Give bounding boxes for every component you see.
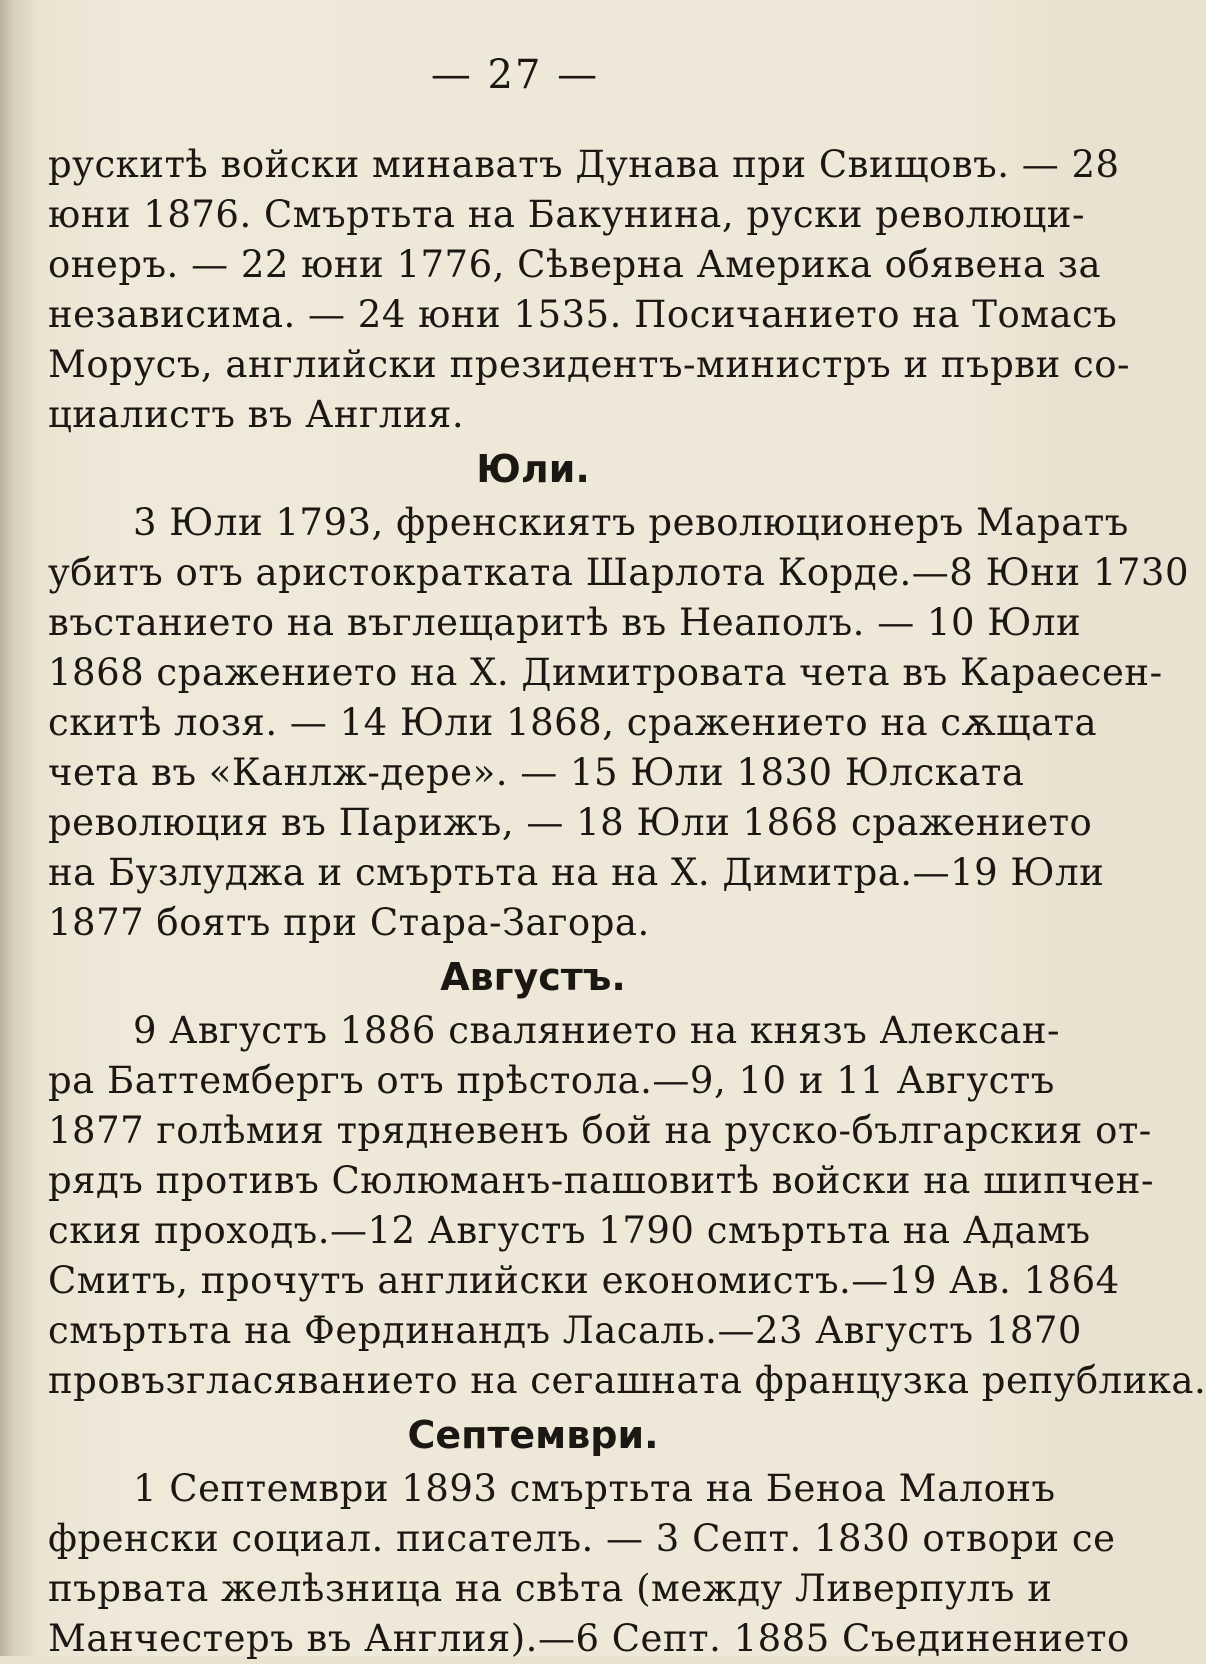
text-line: 1877 боятъ при Стара-Загора. (48, 901, 650, 944)
text-line: 3 Юли 1793, френскиятъ революционеръ Маратъ (133, 501, 1129, 544)
text-line: Манчестеръ въ Англия).—6 Септ. 1885 Съединението (48, 1617, 1130, 1660)
text-line: първата желѣзница на свѣта (между Ливерпулъ и (48, 1567, 1053, 1610)
page-body (48, 140, 1206, 1664)
text-line: 1868 сражението на Х. Димитровата чета въ Караесен- (48, 651, 1163, 694)
text-line: юни 1876. Смъртьта на Бакунина, руски революци- (48, 193, 1085, 236)
text-line: циалистъ въ Англия. (48, 393, 465, 436)
section-heading: Септември. (407, 1413, 659, 1457)
page-number: — 27 — (430, 52, 600, 98)
text-line: френски социал. писателъ. — 3 Септ. 1830 отвори се (48, 1517, 1116, 1560)
section-september (48, 1406, 1130, 1664)
section-heading: Юли. (476, 447, 590, 491)
text-line: рускитѣ войски минаватъ Дунава при Свищовъ. — 28 (48, 143, 1120, 186)
text-line: онеръ. — 22 юни 1776, Сѣверна Америка обявена за (48, 243, 1102, 286)
text-line: ския проходъ.—12 Августъ 1790 смъртьта на Адамъ (48, 1209, 1091, 1252)
section-june-continuation (48, 140, 1131, 440)
text-line: на Бузлуджа и смъртьта на на Х. Димитра.—19 Юли (48, 851, 1105, 894)
text-line: 9 Августъ 1886 свалянието на князъ Алексан- (133, 1009, 1060, 1052)
text-line: скитѣ лозя. — 14 Юли 1868, сражението на сѫщата (48, 701, 1098, 744)
text-line: въстанието на въглещаритѣ въ Неаполъ. — 10 Юли (48, 601, 1082, 644)
section-heading: Августъ. (440, 955, 626, 999)
text-line: независима. — 24 юни 1535. Посичанието на Томасъ (48, 293, 1118, 336)
text-line: провъзгласяванието на сегашната французка република. (48, 1359, 1206, 1402)
text-line: убитъ отъ аристократката Шарлота Корде.—8 Юни 1730 (48, 551, 1189, 594)
text-line: чета въ «Канлж-дере». — 15 Юли 1830 Юлската (48, 751, 1025, 794)
section-august (48, 948, 1206, 1406)
text-line: революция въ Парижъ, — 18 Юли 1868 сражението (48, 801, 1093, 844)
section-july (48, 440, 1189, 948)
text-line: ра Баттембергъ отъ прѣстола.—9, 10 и 11 Августъ (48, 1059, 1055, 1102)
text-line: Смитъ, прочутъ английски економистъ.—19 Ав. 1864 (48, 1259, 1120, 1302)
text-line: рядъ противъ Сюлюманъ-пашовитѣ войски на шипчен- (48, 1159, 1154, 1202)
text-line: Морусъ, английски президентъ-министръ и първи со- (48, 343, 1131, 386)
text-line: 1 Септември 1893 смъртьта на Беноа Малонъ (133, 1467, 1056, 1510)
text-line: смъртьта на Фердинандъ Ласаль.—23 Августъ 1870 (48, 1309, 1082, 1352)
text-line: 1877 голѣмия трядневенъ бой на руско-българския от- (48, 1109, 1152, 1152)
